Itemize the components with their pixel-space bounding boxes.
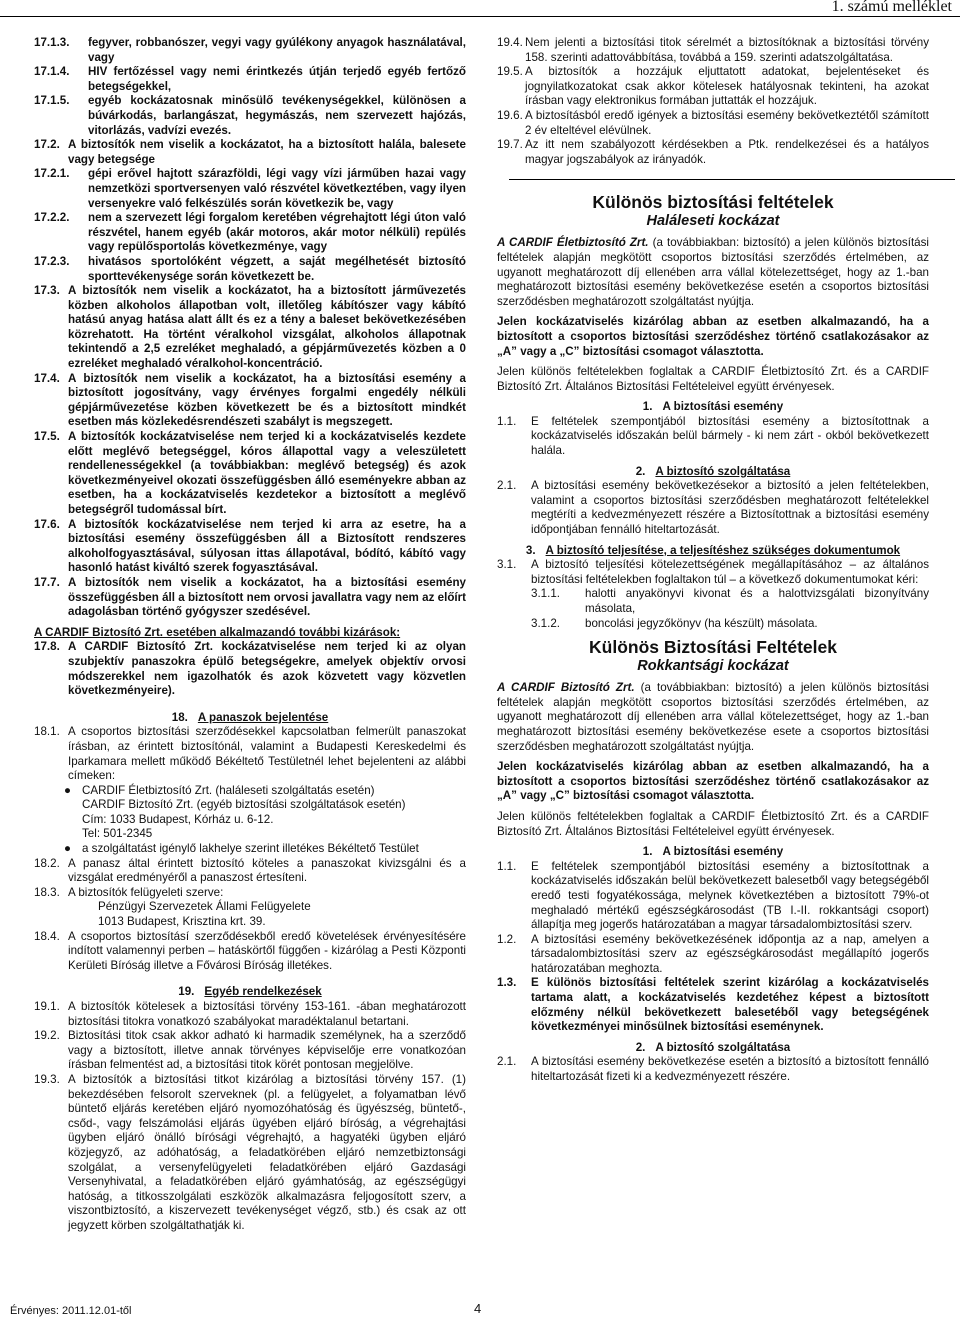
list-item: 19.7. Az itt nem szabályozott kérdésekben a Ptk. rendelkezései és a hatályos magyar jogszabályok az irányadók.: [497, 138, 929, 166]
list-item: 19.1. A biztosítók kötelesek a biztosítási törvény 153-161. -ában meghatározott biztosítási titokra vonatkozó szabályokat maradéktalanul betartani.: [34, 1000, 466, 1028]
death-subtitle: Haláleseti kockázat: [646, 213, 780, 230]
list-item: 3.1. A biztosító teljesítési kötelezettségének megállapításához – az általános biztosítási feltételekben foglaltakon túl – a következő dokumentumokat kéri:: [497, 558, 929, 586]
section-title: 1. A biztosítási esemény: [642, 845, 784, 859]
header-rule: [0, 16, 960, 17]
page-number: 4: [474, 1301, 482, 1316]
section-title: 3. A biztosító teljesítése, a teljesítéshez szükséges dokumentumok: [525, 543, 901, 557]
list-item: 19.2. Biztosítási titok csak akkor adható ki harmadik személynek, ha a szerződő vagy a biztosított, illetve annak törvényes képviselője erre vonatkozóan írásban felmentést ad, a biztosítási titok körét pontosan megjelölve.: [34, 1029, 466, 1072]
list-item: ● CARDIF Életbiztosító Zrt. (haláleseti szolgáltatás esetén) CARDIF Biztosító Zrt. (egyéb biztosítási szolgáltatások esetén) Cím: 1033 Budapest, Kórház u. 6-12. Tel: 501-2345: [64, 783, 406, 841]
section-title: 18. A panaszok bejelentése: [171, 710, 329, 724]
list-item: 17.6. A biztosítók kockázatviselése nem terjed ki arra az esetre, ha a biztosítási esemény összefüggésben áll a Biztosított rendszeres alkoholfogyasztásával, súlyosan ittas állapotával, bódító, kábító vagy hasonló hatást kiváltó szerek fogyasztásával.: [34, 517, 466, 575]
disability-subtitle: Rokkantsági kockázat: [637, 658, 789, 675]
list-item: 18.1. A csoportos biztosítási szerződésekkel kapcsolatban felmerült panaszokat írásban, az érintett biztosítónál, valamint a Budapesti Kereskedelmi és Iparkamara mellett működő Békéltető Testületnél lehet bejelenteni az alábbi címeken:: [34, 725, 466, 783]
list-item: 17.2.2. nem a szervezett légi forgalom keretében végrehajtott légi úton való részvétel, hanem egyéb (akár motoros, akár motor nélküli) repülés vagy repülősportolás következménye, vagy: [34, 211, 466, 254]
list-item: 1.1. E feltételek szempontjából biztosítási esemény a biztosítottnak a kockázatviselés időszakán belül bármely - ki nem zárt - okból bekövetkezett halála.: [497, 414, 929, 458]
list-item: 19.6. A biztosításból eredő igények a biztosítási esemény bekövetkeztétől számított 2 év elteltével elévülnek.: [497, 108, 929, 137]
list-item: 18.3. A biztosítók felügyeleti szerve:: [34, 885, 224, 899]
section-title: 2. A biztosító szolgáltatása: [635, 1040, 791, 1054]
list-item: 1.1. E feltételek szempontjából biztosítási esemény a biztosítottnak a kockázatviselés időszakán belül bekövetkezett balesetből vagy betegségéből eredő testi fogyatékossága, melynek következtében a biztosított 79%-ot meghaladó mértékű egészségkárosodást (TB I.-II. rokkantsági csoport) állapítja meg jogerős határozatában a magyar társadalombiztosítási szerv.: [497, 859, 929, 932]
list-item: 17.2.1. gépi erővel hajtott szárazföldi, légi vagy vízi járműben hazai vagy nemzetközi sportversenyen való részvétel következtében, vagy ilyen versenyekre való felkészülés során következik be, vagy: [34, 167, 466, 210]
list-item: 17.8. A CARDIF Biztosító Zrt. kockázatviselése nem terjed ki az olyan szubjektív panaszokra épülő betegségekre, amelyek objektív orvosi módszerekkel nem igazolhatók és azok közvetett vagy közvetlen következményeire).: [34, 640, 466, 698]
left-column: [34, 36, 466, 1234]
list-item: 17.3. A biztosítók nem viselik a kockázatot, ha a biztosított járművezetés közben alkoholos állapotban volt, illetőleg kábítószer vagy kábító hatású anyag hatása alatt állt és ez a tény a baleset bekövetkezésében közrehatott. Ha történt véralkohol vizsgálat, alkoholos állapotnak tekintendő a 2,5 ezreléket meghaladó, a gépjárművezetés közben a 0 ezreléket meghaladó véralkohol-koncentráció.: [34, 284, 466, 371]
disability-intro: A CARDIF Biztosító Zrt. (a továbbiakban: biztosító) a jelen különös biztosítási feltételek alapján megkötött csoportos biztosítási szerződés értelmében, az ugyanott meghatározott díj ellenében arra vállal kötelezettséget, hogy az 1.-ban meghatározott biztosítási esemény bekövetkezése esete a csoportos biztosítási szerződésben meghatározott szolgáltatást nyújtja.: [497, 681, 929, 753]
bullet-icon: ●: [64, 783, 72, 797]
section-title: 2. A biztosító szolgáltatása: [635, 464, 791, 478]
cardif-heading: A CARDIF Biztosító Zrt. esetében alkalmazandó további kizárások:: [34, 625, 401, 639]
list-item: 18.4. A csoportos biztosításí szerződésekből eredő követelések érvényesítésére indított valamennyi perben – hatáskörtől függően - kizárólag a Pesti Központi Kerületi Bíróság illetve a Fővárosi Bíróság illetékes.: [34, 929, 466, 972]
list-item: 17.7. A biztosítók nem viselik a kockázatot, ha a biztosítási esemény összefüggésben áll a biztosított nem orvosi javallatra vagy nem az előírt adagolásban történő gyógyszer szedésével.: [34, 575, 466, 619]
death-para2: Jelen különös feltételekben foglaltak a CARDIF Életbiztosító Zrt. és a CARDIF Biztosító Zrt. Általános Biztosítási Feltételeivel együtt érvényesek.: [497, 365, 929, 393]
supervisor-name: Pénzügyi Szervezetek Állami Felügyelete: [98, 900, 311, 914]
list-item: 3.1.1. halotti anyakönyvi kivonat és a halottvizsgálati bizonyítvány másolata,: [531, 587, 929, 615]
list-item: 3.1.2. boncolási jegyzőkönyv (ha készült) másolata.: [531, 616, 818, 630]
list-item: ● a szolgáltatást igénylő lakhelye szerint illetékes Békéltető Testület: [64, 842, 419, 856]
death-bold-para: Jelen kockázatviselés kizárólag abban az esetben alkalmazandó, ha a biztosított a csoportos biztosítási szerződéshez történő csatlakozásakor az „A” vagy a „C” biztosítási csomagot választotta.: [497, 315, 929, 358]
disability-para2: Jelen különös feltételekben foglaltak a CARDIF Életbiztosító Zrt. és a CARDIF Biztosító Zrt. Általános Biztosítási Feltételeivel együtt érvényesek.: [497, 809, 929, 838]
running-head: 1. számú melléklet: [831, 0, 952, 15]
list-item: 17.1.3. fegyver, robbanószer, vegyi vagy gyúlékony anyagok használatával, vagy: [34, 36, 466, 64]
bullet-icon: ●: [64, 842, 72, 856]
disability-bold-para: Jelen kockázatviselés kizárólag abban az esetben alkalmazandó, ha a biztosított a csoportos biztosítási szerződéshez történő csatlakozásakor az „A” vagy „C” biztosítási csomagot választotta.: [497, 760, 929, 803]
list-item: 18.2. A panasz által érintett biztosító köteles a panaszokat kivizsgálni és a vizsgálat eredményéről a panaszost értesíteni.: [34, 856, 466, 885]
death-title: Különös biztosítási feltételek: [592, 192, 834, 213]
list-item: 1.2. A biztosítási esemény bekövetkezésének időpontja az a nap, amelyen a társadalombiztosítási szerv az egészségkárosodást megállapító jogerős határozatában meghozta.: [497, 932, 929, 975]
death-intro: A CARDIF Életbiztosító Zrt. (a továbbiakban: biztosító) a jelen különös biztosítási feltételek alapján megkötött csoportos biztosítási szerződés értelmében, az ugyanott meghatározott díj ellenében arra vállal kötelezettséget, hogy az 1.-ban meghatározott biztosítási esemény bekövetkezése esetén a csoportos biztosítási szerződésben meghatározott szolgáltatást nyújtja.: [497, 236, 929, 308]
list-item: 17.5. A biztosítók kockázatviselése nem terjed ki a kockázatviselés kezdete előtt meglévő betegséggel, kóros állapottal vagy a veleszületett rendellenességekkel (a továbbiakban: meglévő betegség) és azok következményeivel okozati összefüggésben álló eseményekre abban az esetben, ha a kockázatviselés kezdetekor a biztosított a meglévő betegségről tudomással bírt.: [34, 430, 466, 516]
list-item: 19.3. A biztosítók a biztosítási titkot kizárólag a biztosítási törvény 157. (1) bekezdésében felsorolt szerveknek (pl. a felügyelet, a folyamatban lévő büntető eljárás keretében eljáró nyomozóhatóság és ügyészség, büntető-, csőd-, vagy felszámolási eljárás ügyében eljáró bíróság, a végrehajtási ügyben eljáró önálló bírósági végrehajtó, a hagyatéki ügyben eljáró közjegyző, az adóhatóság, a feladatkörében eljáró nemzetbiztonsági szolgálat, a versenyfelügyeleti feladatkörében eljáró Gazdasági Versenyhivatal, a feladatkörében eljáró gyámhatóság, az egészségügyi hatóság, a titkosszolgálati eszközök alkalmazásra feljogosított szerv, a viszontbiztosító, a kiszervezett tevékenységet végző, stb.) és csak az ott jegyzett körben szolgáltathatják ki.: [34, 1072, 466, 1232]
section-title: 19. Egyéb rendelkezések: [178, 985, 322, 999]
validity-footer: Érvényes: 2011.12.01-től: [10, 1305, 132, 1317]
section-title: 1. A biztosítási esemény: [642, 400, 784, 414]
supervisor-address: 1013 Budapest, Krisztina krt. 39.: [98, 915, 266, 929]
list-item: 2.1. A biztosítási esemény bekövetkezése esetén a biztosító a biztosított fennálló hiteltartozását fizeti ki a kedvezményezett részére.: [497, 1055, 929, 1084]
list-item: 2.1. A biztosítási esemény bekövetkezésekor a biztosító a jelen feltételekben, valamint a csoportos biztosítási szerződésben meghatározott feltételekkel megtéríti a kedvezményezett részére a Biztosítottnak a biztosítási esemény időpontjában fennálló hiteltartozását.: [497, 479, 929, 537]
list-item: 19.4. Nem jelenti a biztosítási titok sérelmét a biztosítóknak a biztosítási törvény 158. szerinti adattovábbítása, továbbá a 159. szerinti adatszolgáltatása.: [497, 36, 929, 64]
list-item: 17.2.3. hivatásos sportolóként végzett, a saját megélhetését biztosító sporttevékenysége során következett be.: [34, 254, 466, 283]
list-item: 17.1.4. HIV fertőzéssel vagy nemi érintkezés útján terjedő egyéb fertőző betegségekkel,: [34, 65, 466, 93]
address-list: [34, 784, 466, 857]
list-item: 17.2. A biztosítók nem viselik a kockázatot, ha a biztosított halála, balesete vagy betegsége: [34, 138, 466, 166]
list-item: 17.1.5. egyéb kockázatosnak minősülő tevékenységekkel, különösen a búvárkodás, barlangászat, hegymászás, nem szervezett hajózás, vitorlázás, vadvízi evezés.: [34, 94, 466, 137]
list-item: 1.3. E különös biztosítási feltételek szerint kizárólag a kockázatviselés tartama alatt, a kockázatviselés kezdetéhez képest a biztosított előzmény nélkül bekövetkezett balesetéből vagy betegségének következményei minősülnek biztosítási eseménynek.: [497, 976, 929, 1034]
right-column: [497, 36, 929, 1085]
list-item: 19.5. A biztosítók a hozzájuk eljuttatott adatokat, bejelentéseket és jognyilatkozatokat csak akkor kötelesek hatályosnak tekinteni, ha azokat írásban vagy elektronikus formában juttatták el hozzájuk.: [497, 65, 929, 108]
disability-title: Különös Biztosítási Feltételek: [589, 637, 837, 658]
list-item: 17.4. A biztosítók nem viselik a kockázatot, ha a biztosítási esemény a biztosított jogosítvány, vagy érvényes forgalmi engedély nélküli gépjárművezetése közben következett be és a biztosított mindkét esetben más közlekedésrendészeti szabályt is megszegett.: [34, 371, 466, 429]
